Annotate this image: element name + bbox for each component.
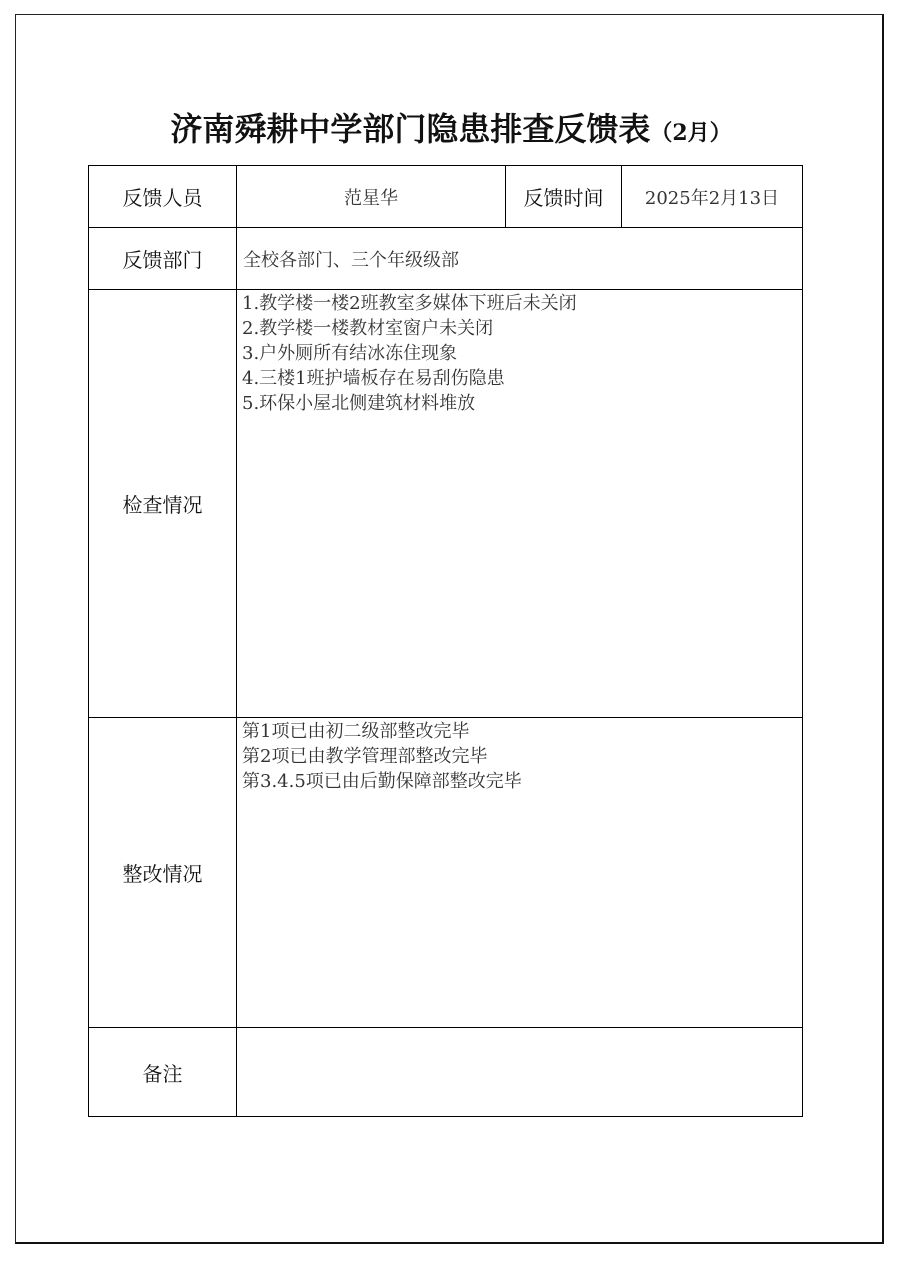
row-department — [89, 228, 803, 290]
row-rectification — [89, 718, 803, 1028]
row-feedback-person — [89, 166, 803, 228]
inspection-item: 5.环保小屋北侧建筑材料堆放 — [242, 393, 476, 414]
inspection-item: 4.三楼1班护墙板存在易刮伤隐患 — [242, 368, 505, 389]
feedback-time-value[interactable]: 2025年2月13日 — [622, 166, 803, 228]
inspection-content[interactable] — [237, 290, 803, 718]
feedback-person-value[interactable]: 范星华 — [237, 166, 506, 228]
row-inspection — [89, 290, 803, 718]
remarks-value[interactable] — [237, 1028, 803, 1117]
inspection-item: 1.教学楼一楼2班教室多媒体下班后未关闭 — [242, 293, 577, 314]
title-suffix: （2月） — [650, 120, 732, 146]
rectification-item: 第1项已由初二级部整改完毕 — [242, 721, 470, 742]
department-value[interactable]: 全校各部门、三个年级级部 — [237, 228, 803, 290]
rectification-item: 第2项已由教学管理部整改完毕 — [242, 746, 488, 767]
inspection-label: 检查情况 — [89, 290, 237, 718]
rectification-content[interactable] — [237, 718, 803, 1028]
rectification-label: 整改情况 — [89, 718, 237, 1028]
row-remarks — [89, 1028, 803, 1117]
feedback-form-table — [88, 165, 803, 1117]
feedback-time-label: 反馈时间 — [506, 166, 622, 228]
title-main: 济南舜耕中学部门隐患排查反馈表 — [170, 110, 651, 148]
rectification-item: 第3.4.5项已由后勤保障部整改完毕 — [242, 771, 522, 792]
department-label: 反馈部门 — [89, 228, 237, 290]
inspection-item: 3.户外厕所有结冰冻住现象 — [242, 343, 458, 364]
feedback-person-label: 反馈人员 — [89, 166, 237, 228]
remarks-label: 备注 — [89, 1028, 237, 1117]
inspection-item: 2.教学楼一楼教材室窗户未关闭 — [242, 318, 494, 339]
page-title — [0, 104, 902, 150]
